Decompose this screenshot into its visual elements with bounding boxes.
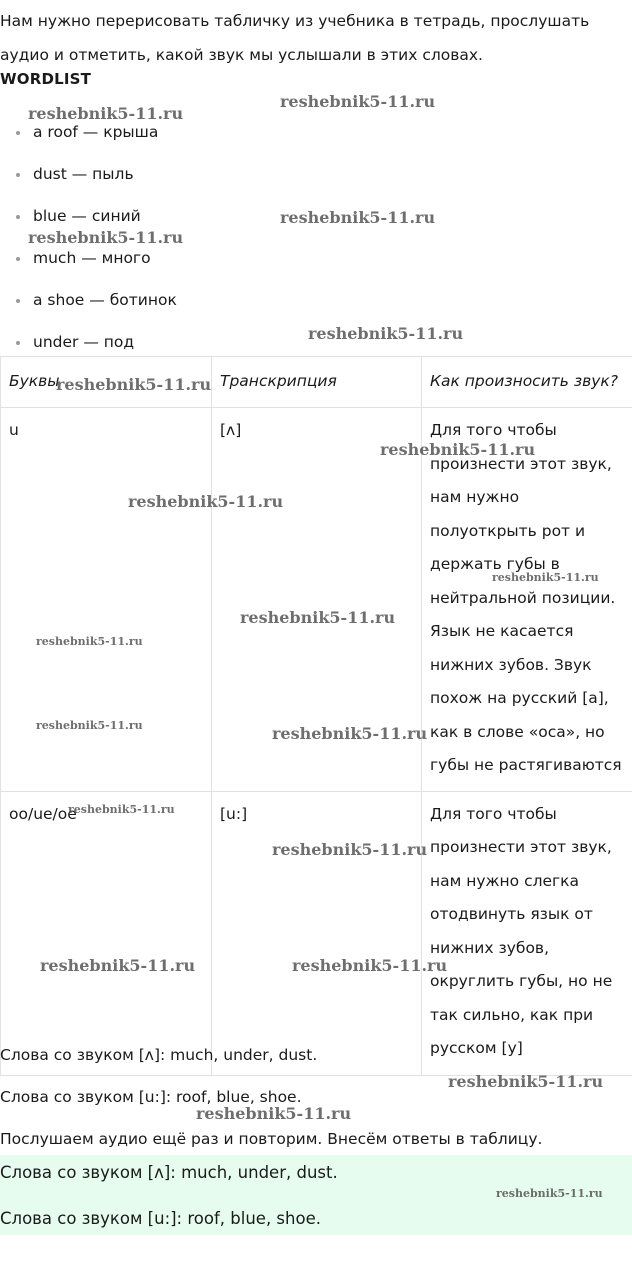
wordlist-item: dust — пыль [33, 165, 134, 183]
bullet-icon [16, 173, 20, 177]
watermark: reshebnik5-11.ru [128, 492, 284, 511]
bullet-icon [16, 131, 20, 135]
watermark: reshebnik5-11.ru [280, 208, 436, 227]
cell-how: Для того чтобы произнести этот звук, нам нужно полуоткрыть рот и держать губы в нейтральной позиции. Язык не касается нижних зубов. Звук похож на русский [а], как в слове «оса», но губы не растягиваются [422, 408, 632, 792]
repeat-note: Послушаем аудио ещё раз и повторим. Внесём ответы в таблицу. [0, 1130, 543, 1148]
watermark: reshebnik5-11.ru [272, 724, 428, 743]
watermark: reshebnik5-11.ru [292, 956, 448, 975]
wordlist-heading: WORDLIST [0, 70, 92, 88]
bullet-icon [16, 341, 20, 345]
highlight-line: Слова со звуком [ʌ]: much, under, dust. [0, 1163, 338, 1182]
intro-text: Нам нужно перерисовать табличку из учебника в тетрадь, прослушать аудио и отметить, какой звук мы услышали в этих словах. [0, 12, 590, 64]
watermark: reshebnik5-11.ru [36, 635, 143, 648]
bullet-icon [16, 257, 20, 261]
watermark: reshebnik5-11.ru [308, 324, 464, 343]
watermark: reshebnik5-11.ru [28, 104, 184, 123]
watermark: reshebnik5-11.ru [68, 803, 175, 816]
header-how: Как произносить звук? [422, 357, 632, 408]
watermark: reshebnik5-11.ru [272, 840, 428, 859]
watermark: reshebnik5-11.ru [56, 375, 212, 394]
watermark: reshebnik5-11.ru [448, 1072, 604, 1091]
list-item [0, 160, 177, 202]
list-item [0, 286, 177, 328]
watermark: reshebnik5-11.ru [196, 1104, 352, 1123]
list-item [0, 118, 177, 160]
list-item [0, 244, 177, 286]
bullet-icon [16, 299, 20, 303]
table-row [1, 791, 632, 1075]
cell-how: Для того чтобы произнести этот звук, нам нужно слегка отодвинуть язык от нижних зубов, округлить губы, но не так сильно, как при русском [у] [422, 791, 632, 1075]
watermark: reshebnik5-11.ru [40, 956, 196, 975]
cell-transcription: [u:] [212, 791, 422, 1075]
wordlist-item: blue — синий [33, 207, 141, 225]
watermark: reshebnik5-11.ru [240, 608, 396, 627]
cell-transcription: [ʌ] [212, 408, 422, 792]
watermark: reshebnik5-11.ru [492, 571, 599, 584]
header-letters: Буквы [1, 357, 212, 408]
highlight-line: Слова со звуком [u:]: roof, blue, shoe. [0, 1209, 321, 1228]
header-transcription: Транскрипция [212, 357, 422, 408]
wordlist-item: a shoe — ботинок [33, 291, 177, 309]
wordlist-item: a roof — крыша [33, 123, 159, 141]
answer-line: Слова со звуком [u:]: roof, blue, shoe. [0, 1088, 302, 1106]
watermark: reshebnik5-11.ru [36, 719, 143, 732]
wordlist-item: much — много [33, 249, 151, 267]
wordlist-item: under — под [33, 333, 135, 351]
watermark: reshebnik5-11.ru [496, 1187, 603, 1200]
bullet-icon [16, 215, 20, 219]
watermark: reshebnik5-11.ru [28, 228, 184, 247]
cell-letters: oo/ue/oe [1, 791, 212, 1075]
watermark: reshebnik5-11.ru [280, 92, 436, 111]
cell-letters: u [1, 408, 212, 792]
answer-line: Слова со звуком [ʌ]: much, under, dust. [0, 1046, 318, 1064]
watermark: reshebnik5-11.ru [380, 440, 536, 459]
